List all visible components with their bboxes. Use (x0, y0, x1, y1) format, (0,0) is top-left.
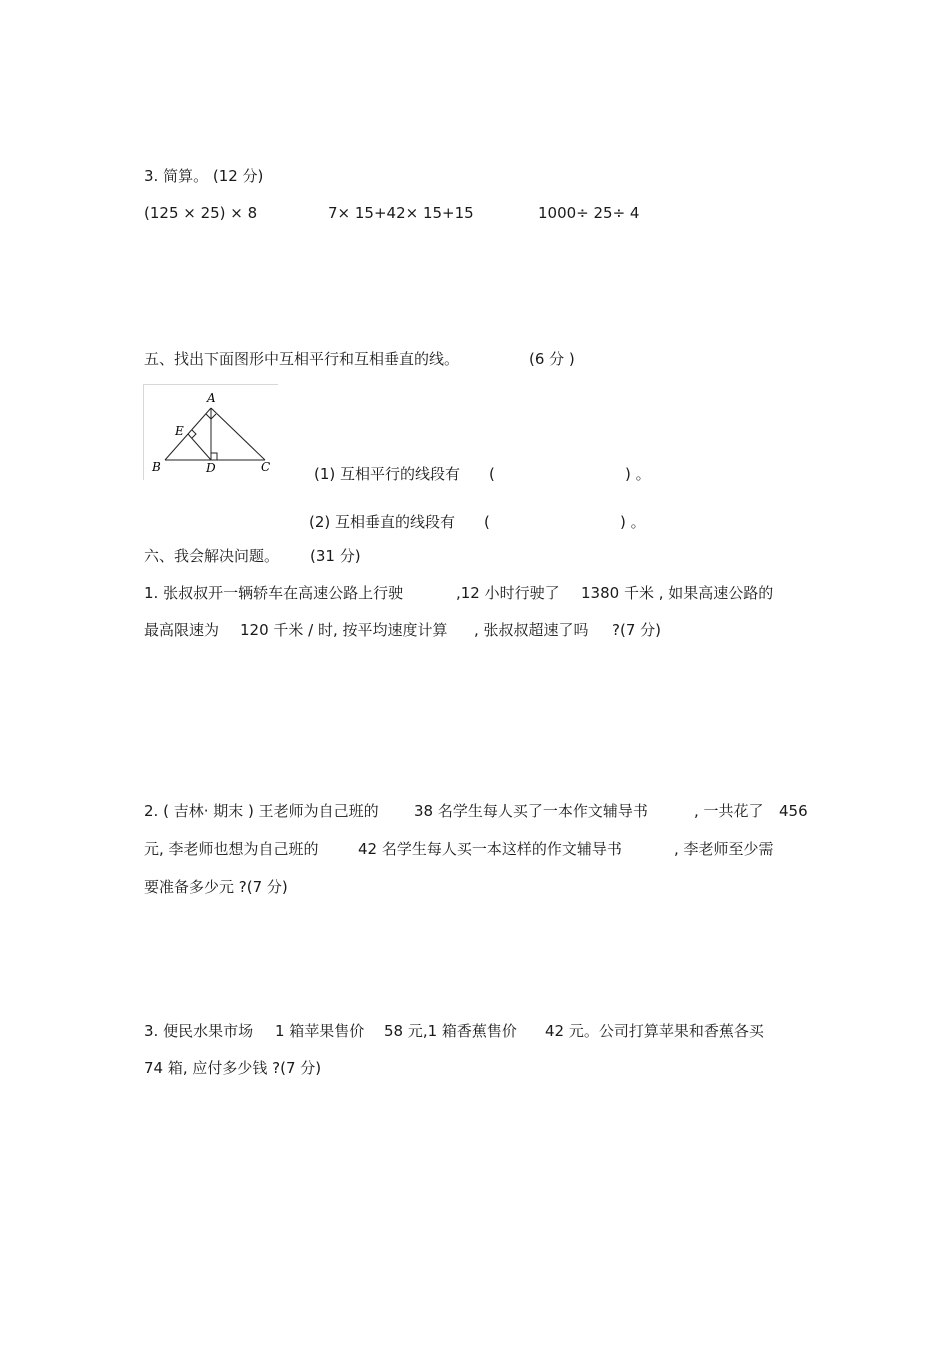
problem-2-line-2 (144, 839, 774, 859)
expr-3: 1000÷ 25÷ 4 (538, 204, 640, 222)
problem-2-line-1 (144, 801, 808, 821)
parallel-label: (1) 互相平行的线段有 (314, 465, 461, 483)
parallel-close-paren: ) 。 (625, 465, 651, 483)
p1-text-e: 120 千米 / 时, 按平均速度计算 (240, 621, 448, 639)
right-angle-mark-d (211, 453, 217, 460)
expr-1: (125 × 25) × 8 (144, 204, 258, 222)
problem-1-line-2 (144, 620, 661, 640)
p1-text-a: 1. 张叔叔开一辆轿车在高速公路上行驶 (144, 584, 404, 602)
p2-text-f: 42 名学生每人买一本这样的作文辅导书 (358, 840, 622, 858)
triangle-figure (143, 384, 278, 480)
perpendicular-close-paren: ) 。 (620, 513, 646, 531)
section-6-score: (31 分) (310, 547, 361, 565)
section-6-heading (144, 546, 361, 566)
section-5-heading (144, 349, 575, 369)
p3-text-d: 42 元。公司打算苹果和香蕉各买 (545, 1022, 764, 1040)
label-c: C (261, 460, 271, 474)
perpendicular-open-paren: ( (484, 513, 490, 531)
p1-text-c: 1380 千米 , 如果高速公路的 (581, 584, 774, 602)
section-5-score: (6 分 ) (529, 350, 575, 368)
p1-text-b: ,12 小时行驶了 (456, 584, 560, 602)
p2-text-b: 38 名学生每人买了一本作文辅导书 (414, 802, 648, 820)
label-d: D (206, 461, 216, 475)
section-6-title: 六、我会解决问题。 (144, 547, 280, 565)
segment-ac (211, 408, 265, 460)
expr-2: 7× 15+42× 15+15 (328, 204, 474, 222)
section-5-title: 五、找出下面图形中互相平行和互相垂直的线。 (144, 350, 460, 368)
perpendicular-label: (2) 互相垂直的线段有 (309, 513, 456, 531)
p1-text-g: ?(7 分) (612, 621, 661, 639)
parallel-question (314, 464, 651, 484)
q3-expressions (144, 203, 639, 223)
label-a: A (207, 391, 216, 405)
label-e: E (175, 424, 184, 438)
right-angle-mark-e (192, 430, 196, 438)
problem-1-line-1 (144, 583, 773, 603)
parallel-open-paren: ( (489, 465, 495, 483)
perpendicular-question (309, 512, 646, 532)
p2-text-c: , 一共花了 (694, 802, 764, 820)
p1-text-d: 最高限速为 (144, 621, 220, 639)
p3-text-c: 58 元,1 箱香蕉售价 (384, 1022, 517, 1040)
triangle-diagram (144, 385, 279, 481)
label-b: B (152, 460, 161, 474)
problem-2-line-3: 要准备多少元 ?(7 分) (144, 878, 288, 896)
p2-text-e: 元, 李老师也想为自己班的 (144, 840, 319, 858)
p3-text-a: 3. 便民水果市场 (144, 1022, 254, 1040)
problem-3-line-2: 74 箱, 应付多少钱 ?(7 分) (144, 1059, 322, 1077)
p2-text-g: , 李老师至少需 (674, 840, 774, 858)
p3-text-b: 1 箱苹果售价 (275, 1022, 365, 1040)
p2-text-a: 2. ( 吉林· 期末 ) 王老师为自己班的 (144, 802, 379, 820)
p2-text-d: 456 (779, 802, 808, 820)
segment-ed (188, 434, 211, 460)
problem-3-line-1 (144, 1021, 764, 1041)
q3-title: 3. 简算。 (12 分) (144, 167, 264, 185)
p1-text-f: , 张叔叔超速了吗 (474, 621, 589, 639)
